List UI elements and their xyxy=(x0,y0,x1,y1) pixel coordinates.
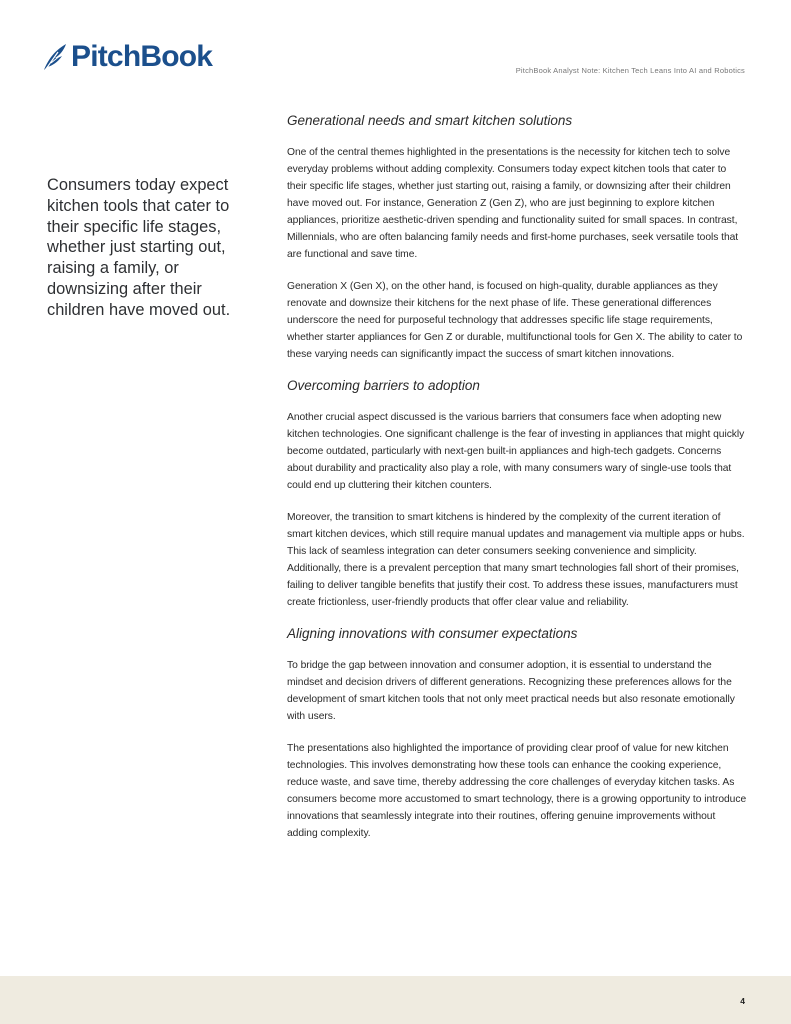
page-number: 4 xyxy=(740,996,745,1006)
paragraph: To bridge the gap between innovation and consumer adoption, it is essential to understand the mindset and decision drivers of different generations. Recognizing these preferences allows for the development of smart kitchen tools that not only meet practical needs but also resonate emotionally with users. xyxy=(287,660,735,722)
paragraph: Another crucial aspect discussed is the various barriers that consumers face when adopting new kitchen technologies. One significant challenge is the fear of investing in appliances that might quickly become outdated, particularly with next-gen built-in appliances and high-tech gadgets. Concerns about durability and practicality also play a role, with many consumers wary of single-use tools that could end up cluttering their kitchen counters. xyxy=(287,412,745,491)
header-note: PitchBook Analyst Note: Kitchen Tech Leans Into AI and Robotics xyxy=(515,66,745,75)
paragraph: Moreover, the transition to smart kitchens is hindered by the complexity of the current iteration of smart kitchen devices, which still require manual updates and management via multiple apps or hubs. This lack of seamless integration can deter consumers seeking convenience and simplicity. Additionally, there is a prevalent perception that many smart technologies fall short of their promises, failing to deliver tangible benefits that justify their cost. To address these issues, manufacturers must create frictionless, user-friendly products that offer clear value and reliability. xyxy=(287,512,745,608)
pitchbook-feather-icon xyxy=(42,42,68,72)
paragraph: One of the central themes highlighted in the presentations is the necessity for kitchen tech to solve everyday problems without adding complexity. Consumers today expect kitchen tools that cater to their specific life stages, whether just starting out, raising a family, or downsizing after their children have moved out. For instance, Generation Z (Gen Z), who are just beginning to explore kitchen appliances, prioritize aesthetic-driven spending and functionality suited for small spaces. In contrast, Millennials, who are often balancing family needs and first-home purchases, seek versatile tools that are functional and save time. xyxy=(287,147,739,260)
pitchbook-logo xyxy=(42,42,212,72)
page-footer xyxy=(0,976,791,1024)
section-heading: Overcoming barriers to adoption xyxy=(287,378,480,393)
article-body xyxy=(287,112,747,857)
section-heading: Generational needs and smart kitchen solutions xyxy=(287,113,573,128)
section-heading: Aligning innovations with consumer expectations xyxy=(287,626,578,641)
paragraph: Generation X (Gen X), on the other hand, is focused on high-quality, durable appliances as they renovate and downsize their kitchens for the next phase of life. These generational differences underscore the need for purposeful technology that addresses specific life stage requirements, whether starter appliances for Gen Z or durable, multifunctional tools for Gen X. The ability to cater to these varying needs can significantly impact the success of smart kitchen innovations. xyxy=(287,281,743,360)
pull-quote: Consumers today expect kitchen tools that cater to their specific life stages, whether just starting out, raising a family, or downsizing after their children have moved out. xyxy=(47,176,231,319)
paragraph: The presentations also highlighted the importance of providing clear proof of value for new kitchen technologies. This involves demonstrating how these tools can enhance the cooking experience, reduce waste, and save time, thereby addressing the core challenges of everyday kitchen tasks. As consumers become more accustomed to smart technology, there is a growing opportunity to introduce innovations that seamlessly integrate into their routines, offering genuine improvements without adding complexity. xyxy=(287,743,747,839)
logo-wordmark: PitchBook xyxy=(71,40,213,73)
